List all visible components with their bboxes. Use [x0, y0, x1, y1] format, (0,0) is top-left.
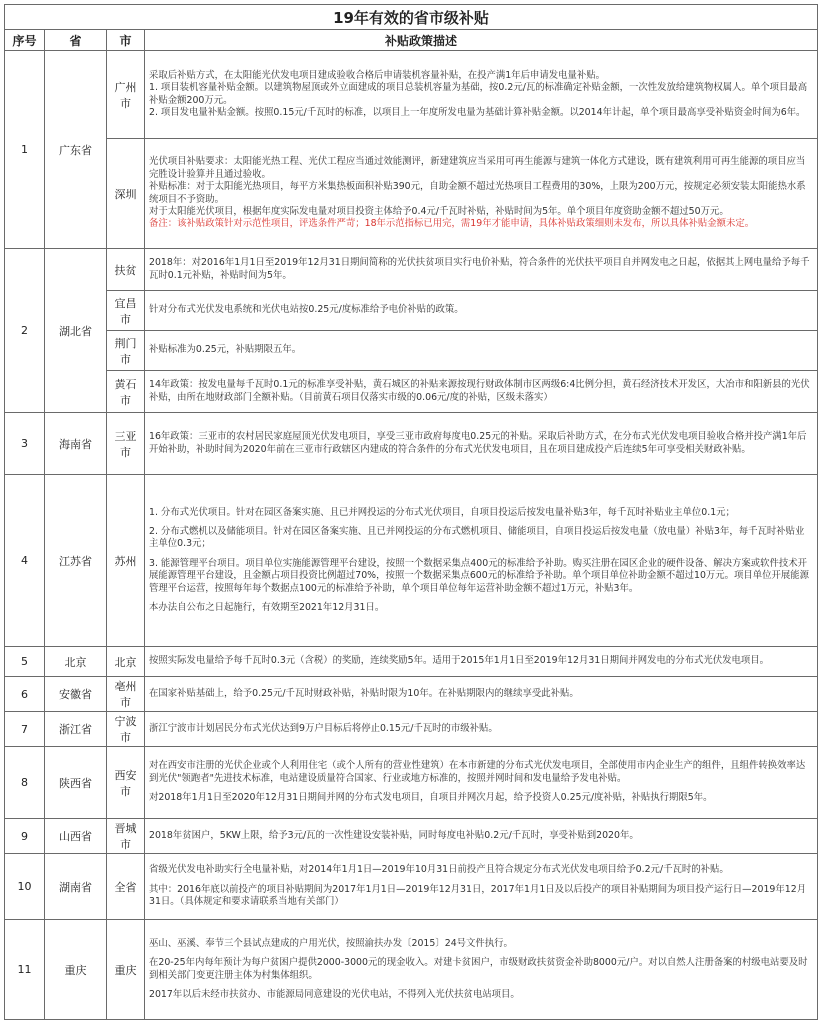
province-cell[interactable]: 海南省 [45, 413, 107, 475]
city-cell[interactable]: 广州市 [107, 51, 145, 139]
policy-line: 对于太阳能光伏项目，根据年度实际发电量对项目投资主体给予0.4元/千瓦时补贴，补贴时间为5年。单个项目年度资助金额不超过50万元。 [149, 205, 729, 217]
row-number[interactable]: 1 [5, 51, 45, 249]
policy-line: 光伏项目补贴要求：太阳能光热工程、光伏工程应当通过效能测评，新建建筑应当采用可再生能源与建筑一体化方式建设，既有建筑利用可再生能源的项目应当完胜设计验算并且通过验收。 [149, 156, 806, 180]
policy-line: 对2018年1月1日至2020年12月31日期间并网的分布式发电项目，自项目并网次月起，给予投资人0.25元/度补贴，补贴执行期限5年。 [149, 792, 713, 804]
province-cell[interactable]: 山西省 [45, 819, 107, 854]
city-cell[interactable]: 深圳 [107, 139, 145, 249]
city-cell[interactable]: 宜昌市 [107, 291, 145, 331]
table-row [5, 747, 818, 819]
table-row [5, 712, 818, 747]
policy-line: 2017年以后未经市扶贫办、市能源局同意建设的光伏电站，不得列入光伏扶贫电站项目。 [149, 988, 520, 1000]
city-cell[interactable]: 西安市 [107, 747, 145, 819]
policy-line: 在20-25年内每年预计为每户贫困户提供2000-3000元的现金收入。对建卡贫困户，市级财政扶贫资金补助8000元/户。对以自然人注册备案的村级电站要及时到相关部门变更注册主体为村集体组织。 [149, 957, 808, 981]
policy-cell[interactable] [145, 139, 818, 249]
policy-cell[interactable] [145, 854, 818, 920]
table-row [5, 475, 818, 647]
table-row [5, 647, 818, 677]
policy-line: 省级光伏发电补助实行全电量补贴，对2014年1月1日—2019年10月31日前投产且符合规定分布式光伏发电项目给予0.2元/千瓦时的补贴。 [149, 864, 729, 876]
city-cell[interactable]: 重庆 [107, 920, 145, 1020]
header-province[interactable]: 省 [45, 30, 107, 51]
policy-cell[interactable] [145, 747, 818, 819]
header-desc[interactable]: 补贴政策描述 [145, 30, 818, 51]
policy-line: 3. 能源管理平台项目。项目单位实施能源管理平台建设，按照一个数据采集点400元的标准给予补助。购买注册在园区企业的硬件设备、解决方案或软件技术开展能源管理平台建设，且金额占项目投资比例超过70%，按照一个数据采集点600元的标准给予补助。单个项目单位补助金额不超过10万元。项目单位开展能源管理平台运营，按照每年每个数据点100元的标准给予补助，单个项目单位每年运营补助金额不超过1万元，补贴3年。 [149, 557, 810, 594]
policy-cell[interactable]: 针对分布式光伏发电系统和光伏电站按0.25元/度标准给予电价补贴的政策。 [145, 291, 818, 331]
subsidy-table [4, 4, 818, 1020]
province-cell[interactable]: 安徽省 [45, 677, 107, 712]
city-cell[interactable]: 北京 [107, 647, 145, 677]
policy-line: 1. 分布式光伏项目。针对在园区备案实施、且已并网投运的分布式光伏项目，自项目投运后按发电量补贴3年，每千瓦时补贴业主单位0.1元； [149, 506, 735, 518]
province-cell[interactable]: 重庆 [45, 920, 107, 1020]
table-row [5, 331, 818, 371]
policy-line: 对在西安市注册的光伏企业或个人利用住宅（或个人所有的营业性建筑）在本市新建的分布式光伏发电项目，全部使用市内企业生产的组件，且组件转换效率达到光伏"领跑者"先进技术标准，电站建设质量符合国家、行业或地方标准的，按照并网时间和发电量给予发电补贴。 [149, 760, 806, 784]
city-cell[interactable]: 晋城市 [107, 819, 145, 854]
city-cell[interactable]: 苏州 [107, 475, 145, 647]
table-row [5, 291, 818, 331]
city-cell[interactable]: 宁波市 [107, 712, 145, 747]
policy-line: 巫山、巫溪、奉节三个县试点建成的户用光伏，按照渝扶办发〔2015〕24号文件执行。 [149, 937, 513, 949]
table-row [5, 249, 818, 291]
policy-cell[interactable]: 在国家补贴基础上，给予0.25元/千瓦时财政补贴，补贴时限为10年。在补贴期限内的继续享受此补贴。 [145, 677, 818, 712]
table-row [5, 413, 818, 475]
policy-cell[interactable]: 2018年：对2016年1月1日至2019年12月31日期间简称的光伏扶贫项目实行电价补贴，符合条件的光伏扶平项目自并网发电之日起，依据其上网电量给予每千瓦时0.1元补贴，补贴时间为5年。 [145, 249, 818, 291]
policy-cell[interactable]: 2018年贫困户，5KW上限，给予3元/瓦的一次性建设安装补贴，同时每度电补贴0.2元/千瓦时，享受补贴到2020年。 [145, 819, 818, 854]
city-cell[interactable]: 亳州市 [107, 677, 145, 712]
policy-line: 其中：2016年底以前投产的项目补贴期间为2017年1月1日—2019年12月31日，2017年1月1日及以后投产的项目补贴期间为项目投产运行日—2019年12月31日。（具体规定和要求请联系当地有关部门） [149, 883, 807, 908]
policy-note: 备注：该补贴政策针对示范性项目，评选条件严苛；18年示范指标已用完，需19年才能申请，具体补贴政策细则未发布，所以具体补贴金额未定。 [149, 218, 755, 230]
row-number[interactable]: 8 [5, 747, 45, 819]
policy-line: 2. 项目发电量补贴金额。按照0.15元/千瓦时的标准，以项目上一年度所发电量为基础计算补贴金额。以2014年计起，单个项目最高享受补贴资金时间为6年。 [149, 106, 806, 118]
row-number[interactable]: 4 [5, 475, 45, 647]
row-number[interactable]: 7 [5, 712, 45, 747]
city-cell[interactable]: 扶贫 [107, 249, 145, 291]
row-number[interactable]: 2 [5, 249, 45, 413]
row-number[interactable]: 5 [5, 647, 45, 677]
policy-line: 本办法自公布之日起施行，有效期至2021年12月31日。 [149, 602, 385, 614]
row-number[interactable]: 10 [5, 854, 45, 920]
policy-cell[interactable]: 浙江宁波市计划居民分布式光伏达到9万户目标后将停止0.15元/千瓦时的市级补贴。 [145, 712, 818, 747]
policy-cell[interactable]: 按照实际发电量给予每千瓦时0.3元（含税）的奖励，连续奖励5年。适用于2015年1月1日至2019年12月31日期间并网发电的分布式光伏发电项目。 [145, 647, 818, 677]
policy-sheet [4, 4, 817, 1020]
city-cell[interactable]: 全省 [107, 854, 145, 920]
city-cell[interactable]: 三亚市 [107, 413, 145, 475]
table-row [5, 139, 818, 249]
province-cell[interactable]: 广东省 [45, 51, 107, 249]
table-row [5, 371, 818, 413]
province-cell[interactable]: 陕西省 [45, 747, 107, 819]
table-row [5, 819, 818, 854]
table-row [5, 854, 818, 920]
table-row [5, 920, 818, 1020]
policy-cell[interactable] [145, 51, 818, 139]
policy-cell[interactable]: 16年政策：三亚市的农村居民家庭屋顶光伏发电项目，享受三亚市政府每度电0.25元的补贴。采取后补助方式，在分布式光伏发电项目验收合格并投产满1年后开始补助，补助时间为2020年前在三亚市行政辖区内建成的符合条件的分布式光伏发电项目，且在项目建成投产后连续5年可享受相关财政补贴。 [145, 413, 818, 475]
policy-line: 2. 分布式燃机以及储能项目。针对在园区备案实施、且已并网投运的分布式燃机项目、储能项目，自项目投运后按发电量（放电量）补贴3年，每千瓦时补贴业主单位0.3元； [149, 525, 805, 550]
city-cell[interactable]: 黄石市 [107, 371, 145, 413]
city-cell[interactable]: 荆门市 [107, 331, 145, 371]
policy-cell[interactable] [145, 920, 818, 1020]
province-cell[interactable]: 湖北省 [45, 249, 107, 413]
policy-line: 补贴标准：对于太阳能光热项目，每平方米集热板面积补贴390元，自助金额不超过光热项目工程费用的30%，上限为200万元，按规定必须安装太阳能热水系统项目不予资助。 [149, 181, 806, 205]
province-cell[interactable]: 湖南省 [45, 854, 107, 920]
province-cell[interactable]: 北京 [45, 647, 107, 677]
header-no[interactable]: 序号 [5, 30, 45, 51]
table-row [5, 51, 818, 139]
row-number[interactable]: 9 [5, 819, 45, 854]
policy-line: 采取后补贴方式，在太阳能光伏发电项目建成验收合格后申请装机容量补贴，在投产满1年后申请发电量补贴。 [149, 69, 605, 81]
table-row [5, 677, 818, 712]
sheet-title: 19年有效的省市级补贴 [5, 5, 818, 30]
province-cell[interactable]: 浙江省 [45, 712, 107, 747]
row-number[interactable]: 3 [5, 413, 45, 475]
row-number[interactable]: 6 [5, 677, 45, 712]
policy-cell[interactable]: 补贴标准为0.25元，补贴期限五年。 [145, 331, 818, 371]
header-city[interactable]: 市 [107, 30, 145, 51]
policy-line: 1. 项目装机容量补贴金额。以建筑物屋顶或外立面建成的项目总装机容量为基础，按0.2元/瓦的标准确定补贴金额，一次性发放给建筑物权属人。单个项目最高补贴金额200万元。 [149, 82, 808, 106]
province-cell[interactable]: 江苏省 [45, 475, 107, 647]
policy-cell[interactable] [145, 475, 818, 647]
row-number[interactable]: 11 [5, 920, 45, 1020]
policy-cell[interactable]: 14年政策：按发电量每千瓦时0.1元的标准享受补贴，黄石城区的补贴来源按现行财政体制市区两级6:4比例分担，黄石经济技术开发区，大冶市和阳新县的光伏补贴，由所在地财政部门全额补贴。（目前黄石项目仅落实市级的0.06元/度的补贴，区级未落实） [145, 371, 818, 413]
